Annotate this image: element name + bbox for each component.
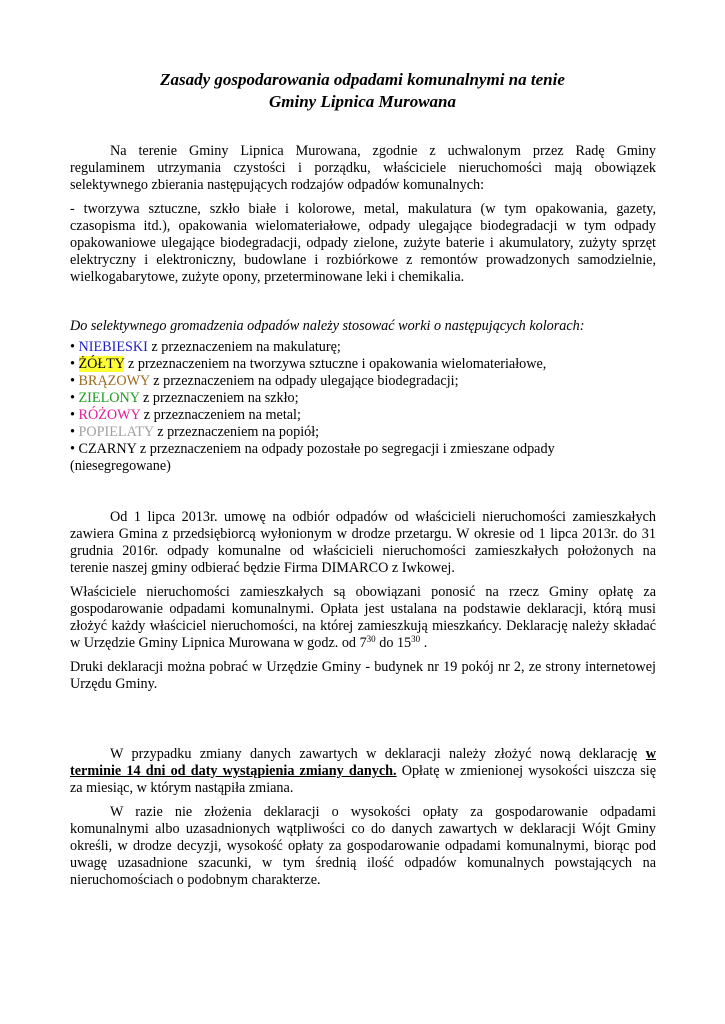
bullet: • [70, 407, 75, 423]
change-text: W przypadku zmiany danych zawartych w deklaracji należy złożyć nową deklarację [110, 746, 646, 762]
no-declaration-line: określi, w drodze decyzji, wysokość opłaty za gospodarowanie odpadami komunalnymi, biorąc pod [70, 838, 656, 854]
waste-list-line: elektryczny i elektroniczny, budowlane i rozbiórkowe z remontów prowadzonych samodzielnie, [70, 252, 656, 268]
bag-purpose: z przeznaczeniem na makulaturę; [147, 339, 341, 355]
fee-hours-prefix: w Urzędzie Gminy Lipnica Murowana w godz. od 7 [70, 635, 367, 651]
fee-hours-line [70, 635, 656, 652]
bag-purpose: z przeznaczeniem na popiół; [153, 424, 320, 440]
bullet: • [70, 339, 75, 355]
bag-item-czarny [70, 441, 656, 458]
fee-hours-mid: do 15 [375, 635, 412, 651]
contract-line: zawiera Gmina z przedsiębiorcą wyłonionym w drodze przetargu. W okresie od 1 lipca 2013r. do 31 [70, 526, 656, 542]
bag-purpose: z przeznaczeniem na odpady pozostałe po segregacji i zmieszane odpady [136, 441, 555, 457]
contract-line: grudnia 2016r. odpady komunalne od właścicieli nieruchomości zamieszkałych położonych na [70, 543, 656, 559]
intro-line: selektywnego zbierania następujących rodzajów odpadów komunalnych: [70, 177, 485, 193]
forms-line: Urzędu Gminy. [70, 676, 158, 692]
bullet: • [70, 441, 75, 457]
bag-item-brazowy [70, 373, 656, 390]
bag-color-name: NIEBIESKI [78, 339, 148, 355]
change-line: za miesiąc, w którym nastąpiła zmiana. [70, 780, 294, 796]
contract-line: Od 1 lipca 2013r. umowę na odbiór odpadów od właścicieli nieruchomości zamieszkałych [110, 509, 656, 525]
bag-item-niebieski [70, 339, 656, 356]
waste-list-line: wielkogabarytowe, zużyte opony, przeterminowane leki i chemikalia. [70, 269, 465, 285]
bullet: • [70, 390, 75, 406]
bag-purpose: z przeznaczeniem na metal; [140, 407, 301, 423]
change-deadline-bold: terminie 14 dni od daty wystąpienia zmiany danych. [70, 763, 397, 779]
intro-line: regulaminem utrzymania czystości i porządku, właściciele nieruchomości mają obowiązek [70, 160, 656, 176]
change-text: Opłatę w zmienionej wysokości uiszcza się [396, 763, 656, 779]
bag-color-name: CZARNY [78, 441, 137, 457]
bullet: • [70, 424, 75, 440]
bag-item-rozowy [70, 407, 656, 424]
bag-purpose: z przeznaczeniem na tworzywa sztuczne i opakowania wielomateriałowe, [124, 356, 547, 372]
fee-line: Właściciele nieruchomości zamieszkałych są obowiązani ponosić na rzecz Gminy opłatę za [70, 584, 656, 600]
bag-purpose: z przeznaczeniem na odpady ulegające biodegradacji; [149, 373, 459, 389]
no-declaration-line: W razie nie złożenia deklaracji o wysokości opłaty za gospodarowanie odpadami [110, 804, 656, 820]
fee-hours-suffix: . [420, 635, 428, 651]
no-declaration-line: uwagę uzasadnione szacunki, w tym średnią ilość odpadów komunalnych powstających na [70, 855, 656, 871]
fee-line: gospodarowanie odpadami komunalnymi. Opłata jest ustalana na podstawie deklaracji, którą musi [70, 601, 656, 617]
fee-line: złożyć każdy właściciel nieruchomości, na której zamieszkują mieszkańcy. Deklarację należy składać [70, 618, 656, 634]
bag-purpose: z przeznaczeniem na szkło; [139, 390, 299, 406]
change-deadline-bold: w [645, 746, 656, 762]
bag-color-name: BRĄZOWY [78, 373, 150, 389]
bag-item-zolty [70, 356, 656, 373]
bag-color-name: RÓŻOWY [78, 407, 141, 423]
change-line [70, 763, 656, 780]
bag-item-zielony [70, 390, 656, 407]
document-title-line-1: Zasady gospodarowania odpadami komunalnymi na tenie [160, 70, 565, 89]
waste-list-line: czasopisma itd.), opakowania wielomateriałowe, odpady ulegające biodegradacji w tym odpady [70, 218, 656, 234]
contract-line: terenie naszej gminy odbierać będzie Firma DIMARCO z Iwkowej. [70, 560, 455, 576]
bag-item-czarny-continuation: (niesegregowane) [70, 458, 171, 474]
bag-color-name: ŻÓŁTY [78, 356, 125, 372]
forms-line: Druki deklaracji można pobrać w Urzędzie Gminy - budynek nr 19 pokój nr 2, ze strony internetowej [70, 659, 656, 675]
no-declaration-line: nieruchomościach o podobnym charakterze. [70, 872, 321, 888]
bullet: • [70, 373, 75, 389]
document-title-line-2: Gminy Lipnica Murowana [268, 92, 457, 111]
change-line [110, 746, 656, 763]
waste-list-line: - tworzywa sztuczne, szkło białe i kolorowe, metal, makulatura (w tym opakowania, gazety, [70, 201, 656, 217]
bag-item-popielaty [70, 424, 656, 441]
fee-hours-to-minutes: 30 [411, 634, 421, 644]
bag-color-name: ZIELONY [78, 390, 140, 406]
waste-list-line: opakowaniowe ulegające biodegradacji, odpady zielone, zużyte baterie i akumulatory, zużyty sprzęt [70, 235, 656, 251]
no-declaration-line: komunalnymi albo uzasadnionych wątpliwości co do danych zawartych w deklaracji Wójt Gminy [70, 821, 656, 837]
bag-color-name: POPIELATY [78, 424, 154, 440]
bags-heading: Do selektywnego gromadzenia odpadów należy stosować worki o następujących kolorach: [70, 318, 585, 334]
fee-hours-from-minutes: 30 [366, 634, 376, 644]
intro-line: Na terenie Gminy Lipnica Murowana, zgodnie z uchwalonym przez Radę Gminy [110, 143, 656, 159]
bullet: • [70, 356, 75, 372]
